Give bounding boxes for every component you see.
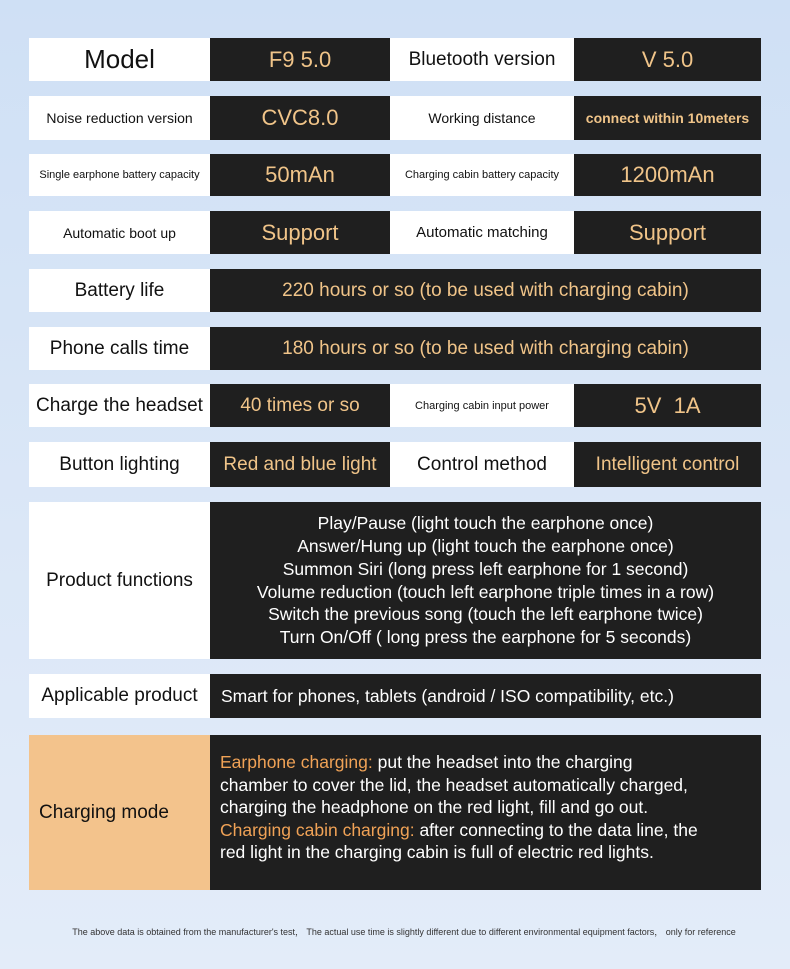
spec-value: 1200mAn xyxy=(574,154,761,196)
spec-label: Product functions xyxy=(29,502,210,659)
spec-row-battery-capacity xyxy=(29,154,761,196)
spec-row-battery-life xyxy=(29,269,761,312)
spec-value: F9 5.0 xyxy=(210,38,390,81)
spec-value: 180 hours or so (to be used with charging cabin) xyxy=(210,327,761,370)
spec-value: Red and blue light xyxy=(210,442,390,487)
spec-label: Automatic matching xyxy=(390,211,574,254)
spec-row-noise-reduction xyxy=(29,96,761,140)
spec-value: 50mAn xyxy=(210,154,390,196)
spec-label: Bluetooth version xyxy=(390,38,574,81)
spec-label: Button lighting xyxy=(29,442,210,487)
spec-row-lighting-control xyxy=(29,442,761,487)
spec-value: CVC8.0 xyxy=(210,96,390,140)
product-functions-list xyxy=(210,502,761,659)
function-line: Switch the previous song (touch the left earphone twice) xyxy=(268,604,703,625)
spec-row-model xyxy=(29,38,761,81)
spec-value: Support xyxy=(574,211,761,254)
charging-mode-description xyxy=(210,735,761,890)
charging-line xyxy=(220,751,751,774)
spec-label: Battery life xyxy=(29,269,210,312)
spec-label: Automatic boot up xyxy=(29,211,210,254)
spec-row-charging-mode xyxy=(29,735,761,890)
spec-row-automatic xyxy=(29,211,761,254)
spec-label: Charge the headset xyxy=(29,384,210,427)
earphone-charging-title: Earphone charging: xyxy=(220,752,373,772)
charging-line: charging the headphone on the red light, fill and go out. xyxy=(220,797,649,818)
charging-text: after connecting to the data line, the xyxy=(414,819,698,840)
charging-line xyxy=(220,819,751,842)
function-line: Play/Pause (light touch the earphone once) xyxy=(317,513,654,534)
spec-label: Phone calls time xyxy=(29,327,210,370)
cabin-charging-title: Charging cabin charging: xyxy=(220,819,415,840)
spec-label: Charging cabin input power xyxy=(390,384,574,427)
spec-value: connect within 10meters xyxy=(574,96,761,140)
function-line: Answer/Hung up (light touch the earphone once) xyxy=(297,535,674,556)
spec-value: Support xyxy=(210,211,390,254)
function-line: Volume reduction (touch left earphone triple times in a row) xyxy=(256,581,715,602)
spec-label: Charging cabin battery capacity xyxy=(390,154,574,196)
spec-label: Single earphone battery capacity xyxy=(29,154,210,196)
spec-value: 40 times or so xyxy=(210,384,390,427)
spec-row-product-functions xyxy=(29,502,761,659)
spec-row-applicable-product xyxy=(29,674,761,718)
spec-label: Model xyxy=(29,38,210,81)
charging-text: put the headset into the charging xyxy=(372,752,633,772)
spec-label: Working distance xyxy=(390,96,574,140)
spec-label: Charging mode xyxy=(29,735,210,890)
function-line: Turn On/Off ( long press the earphone for 5 seconds) xyxy=(279,627,692,648)
spec-value: 5V 1A xyxy=(574,384,761,427)
charging-line: red light in the charging cabin is full of electric red lights. xyxy=(220,842,654,863)
footnote: The above data is obtained from the manufacturer's test， The actual use time is slightly different due to different environmental equipment factors， only for reference xyxy=(72,927,736,937)
spec-value: 220 hours or so (to be used with charging cabin) xyxy=(210,269,761,312)
spec-value: Smart for phones, tablets (android / ISO compatibility, etc.) xyxy=(210,674,761,718)
spec-value: Intelligent control xyxy=(574,442,761,487)
spec-label: Noise reduction version xyxy=(29,96,210,140)
function-line: Summon Siri (long press left earphone for 1 second) xyxy=(282,558,689,579)
spec-label: Control method xyxy=(390,442,574,487)
spec-row-charge xyxy=(29,384,761,427)
spec-value: V 5.0 xyxy=(574,38,761,81)
spec-label: Applicable product xyxy=(29,674,210,718)
charging-line: chamber to cover the lid, the headset automatically charged, xyxy=(220,774,688,795)
spec-row-phone-calls xyxy=(29,327,761,370)
